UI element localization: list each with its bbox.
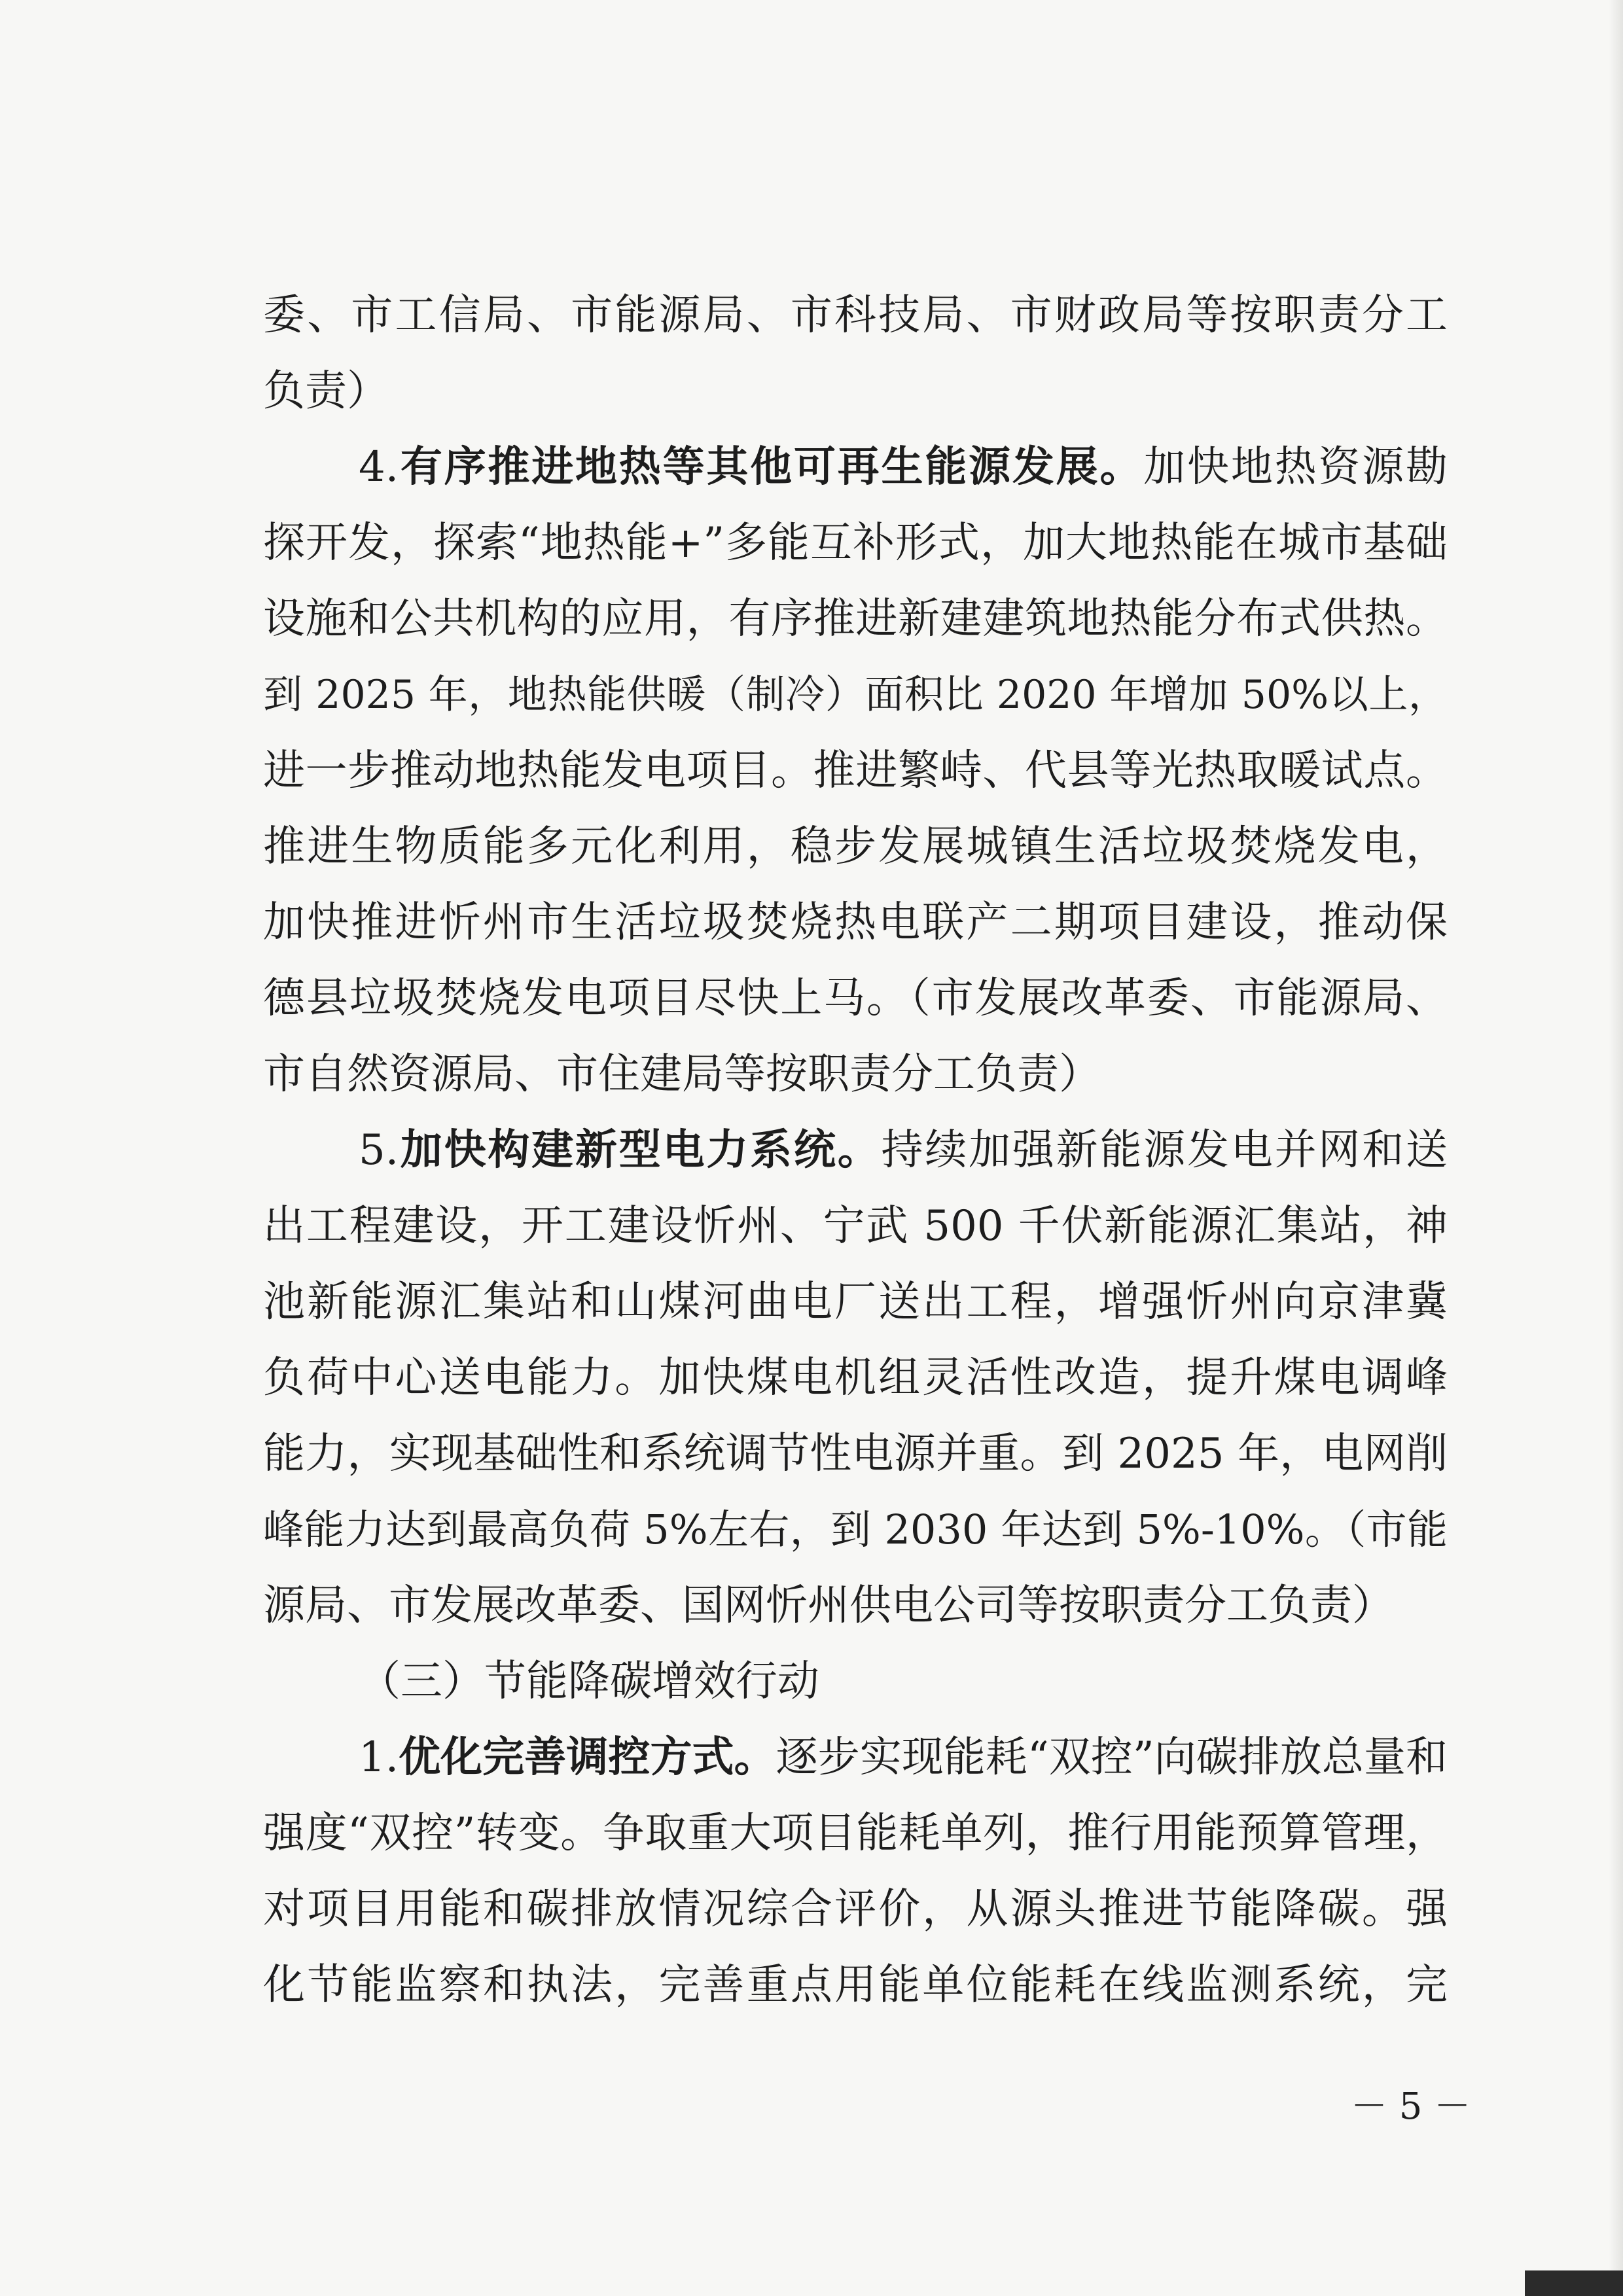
item-1-first-line (359, 1720, 1448, 1795)
text-line: 设施和公共机构的应用，有序推进新建建筑地热能分布式供热。 (263, 595, 1448, 643)
text-line: 能力，实现基础性和系统调节性电源并重。到 2025 年，电网削 (263, 1430, 1448, 1478)
item-text: 逐步实现能耗“双控”向碳排放总量和 (776, 1733, 1448, 1782)
text-line: 德县垃圾焚烧发电项目尽快上马。（市发展改革委、市能源局、 (263, 974, 1448, 1023)
item-text: 加快地热资源勘 (1143, 443, 1448, 491)
text-line: 市自然资源局、市住建局等按职责分工负责） (263, 1050, 1101, 1099)
text-line: 委、市工信局、市能源局、市科技局、市财政局等按职责分工 (263, 291, 1448, 340)
item-text: 持续加强新能源发电并网和送 (881, 1126, 1448, 1174)
text-line: 探开发，探索“地热能+”多能互补形式，加大地热能在城市基础 (263, 519, 1448, 567)
item-heading: 加快构建新型电力系统。 (399, 1125, 882, 1174)
text-line: 池新能源汇集站和山煤河曲电厂送出工程，增强忻州向京津冀 (263, 1278, 1448, 1326)
section-heading: （三）节能降碳增效行动 (359, 1657, 819, 1706)
text-line: 峰能力达到最高负荷 5%左右，到 2030 年达到 5%-10%。（市能 (263, 1506, 1448, 1553)
scan-edge (1609, 0, 1623, 2296)
item-heading: 优化完善调控方式。 (399, 1733, 776, 1782)
scan-corner-mark (1525, 2270, 1623, 2296)
text-line: 加快推进忻州市生活垃圾焚烧热电联产二期项目建设，推动保 (263, 898, 1448, 947)
text-line: 负荷中心送电能力。加快煤电机组灵活性改造，提升煤电调峰 (263, 1354, 1448, 1402)
text-line: 强度“双控”转变。争取重大项目能耗单列，推行用能预算管理， (263, 1809, 1448, 1858)
item-number: 4. (359, 443, 399, 491)
item-5-first-line (359, 1112, 1448, 1188)
text-line: 负责） (263, 367, 389, 415)
item-number: 1. (359, 1733, 399, 1782)
text-line: 进一步推动地热能发电项目。推进繁峙、代县等光热取暖试点。 (263, 747, 1448, 795)
text-line: 对项目用能和碳排放情况综合评价，从源头推进节能降碳。强 (263, 1885, 1448, 1934)
text-line: 化节能监察和执法，完善重点用能单位能耗在线监测系统，完 (263, 1961, 1448, 2009)
text-line: 推进生物质能多元化利用，稳步发展城镇生活垃圾焚烧发电， (263, 822, 1448, 871)
text-line: 到 2025 年，地热能供暖（制冷）面积比 2020 年增加 50%以上， (263, 672, 1448, 718)
item-heading: 有序推进地热等其他可再生能源发展。 (399, 442, 1144, 491)
text-line: 源局、市发展改革委、国网忻州供电公司等按职责分工负责） (263, 1581, 1394, 1630)
page-number: － 5 － (1351, 2085, 1471, 2128)
text-line: 出工程建设，开工建设忻州、宁武 500 千伏新能源汇集站，神 (263, 1202, 1448, 1250)
item-number: 5. (359, 1126, 399, 1174)
item-4-first-line (359, 429, 1448, 505)
